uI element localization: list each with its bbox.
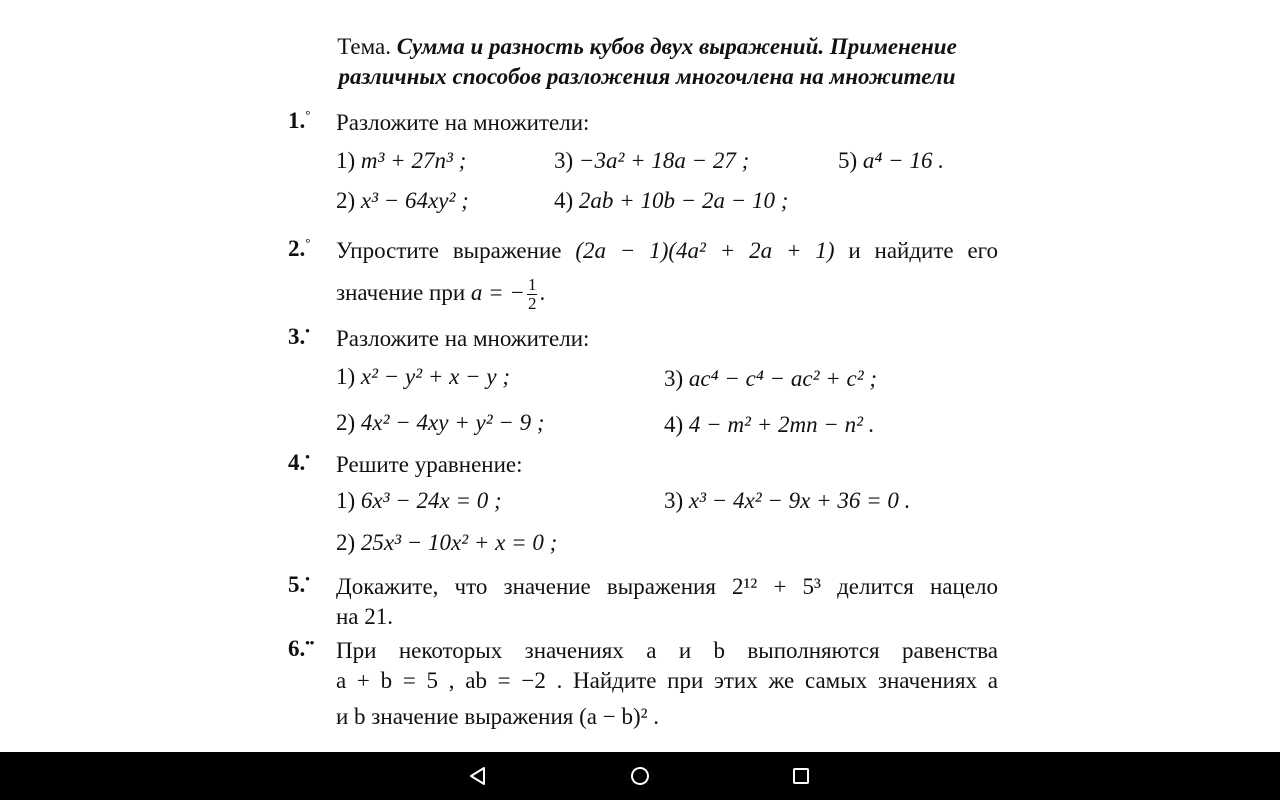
list-item: 3) ac⁴ − c⁴ − ac² + c² ; [664, 366, 878, 391]
problem-number: 3.• [288, 323, 310, 349]
problem-number: 6.•• [288, 635, 315, 661]
fraction: $\frac{1}{2}$ [527, 275, 537, 313]
list-item: 1) m³ + 27n³ ; [336, 148, 467, 173]
list-item: 2) x³ − 64xy² ; [336, 188, 469, 213]
back-icon [468, 766, 488, 786]
problem-number: 1.° [288, 107, 311, 133]
list-item: 4) 4 − m² + 2mn − n² . [664, 412, 875, 437]
list-item: 3) x³ − 4x² − 9x + 36 = 0 . [664, 488, 911, 513]
condition-line: значение при a = − $\frac{1}{2}$ . [336, 275, 546, 313]
list-item: 5) a⁴ − 16 . [838, 148, 944, 173]
navigation-bar [0, 752, 1280, 800]
list-item: 1) 6x³ − 24x = 0 ; [336, 488, 502, 513]
document-page: Тема. Сумма и разность кубов двух выражений. Применение различных способов разложения многочлена на множители 1.° Разложите на множители: 1) m³ + 27n³ ; 3) −3a² + 18a − 27 ; 5) a⁴ − 16 . 2) x³ − 64xy² ; 4) 2ab + 10b − 2a − 10 ; 2.° Упростите выражение (2a − 1)(4a² + 2a + 1) и найдите его значение при a = − $\frac{1}{2}$ . 3.• Разложите на множители: 1) x² − y² + x − y ; 3) ac⁴ − c⁴ − ac² + c² ; 2) 4x² − 4xy + y² − 9 ; 4) 4 − m² + 2mn − n² . 4.• Решите уравнение: 1) 6x³ − 24x = 0 ; 3) x³ − 4x² − 9x + 36 = 0 . 2) 25x³ − 10x² + x = 0 ; 5.• Докажите, что значение выражения 2¹² + 5³ делится нацело на 21. 6.•• При некоторых значениях a и b выполняются равенства a + b = 5 , ab = −2 . Найдите при этих же самых значениях a и b значение выражения (a − b)² . [0, 0, 1280, 752]
page-title: Тема. Сумма и разность кубов двух выражений. Применение различных способов разложения многочлена на множители [337, 34, 957, 89]
problem-number: 5.• [288, 571, 310, 597]
problem-text: Разложите на множители: [336, 110, 590, 135]
list-item: 2) 25x³ − 10x² + x = 0 ; [336, 530, 558, 555]
list-item: 1) x² − y² + x − y ; [336, 364, 511, 389]
back-button[interactable] [462, 760, 494, 792]
list-item: 2) 4x² − 4xy + y² − 9 ; [336, 410, 545, 435]
home-button[interactable] [624, 760, 656, 792]
recents-icon [791, 766, 811, 786]
problem-text: Решите уравнение: [336, 452, 523, 477]
problem-number: 4.• [288, 449, 310, 475]
problem-number: 2.° [288, 235, 311, 261]
list-item: 4) 2ab + 10b − 2a − 10 ; [554, 188, 789, 213]
problem-text: Разложите на множители: [336, 326, 590, 351]
home-icon [630, 766, 650, 786]
list-item: 3) −3a² + 18a − 27 ; [554, 148, 750, 173]
recents-button[interactable] [785, 760, 817, 792]
